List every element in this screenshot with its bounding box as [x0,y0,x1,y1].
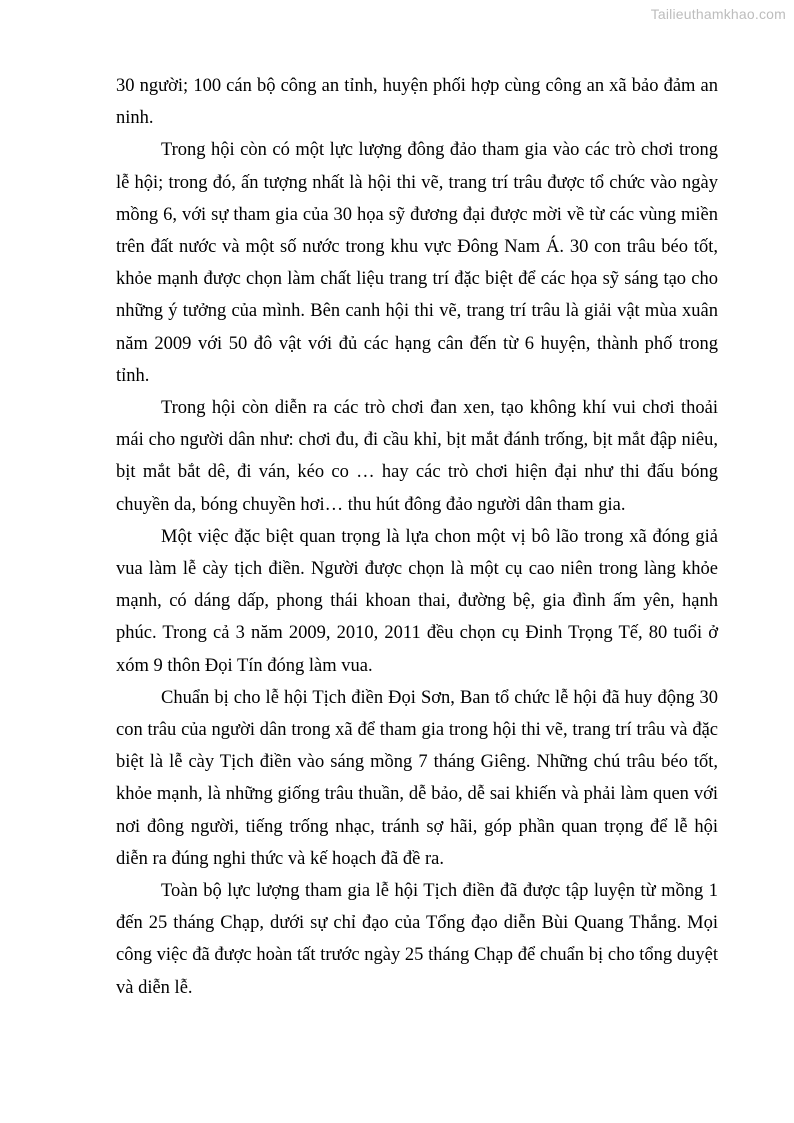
document-body [116,70,718,1004]
paragraph-king-selection: Một việc đặc biệt quan trọng là lựa chon một vị bô lão trong xã đóng giả vua làm lễ cày tịch điền. Người được chọn là một cụ cao niên trong làng khỏe mạnh, có dáng dấp, phong thái khoan thai, đường bệ, gia đình ấm yên, hạnh phúc. Trong cả 3 năm 2009, 2010, 2011 đều chọn cụ Đinh Trọng Tế, 80 tuổi ở xóm 9 thôn Đọi Tín đóng làm vua. [116,526,718,676]
paragraph-rehearsal: Toàn bộ lực lượng tham gia lễ hội Tịch điền đã được tập luyện từ mồng 1 đến 25 tháng Chạp, dưới sự chỉ đạo của Tổng đạo diễn Bùi Quang Thắng. Mọi công việc đã được hoàn tất trước ngày 25 tháng Chạp để chuẩn bị cho tổng duyệt và diễn lễ. [116,881,718,998]
watermark: Tailieuthamkhao.com [650,6,786,22]
paragraph-folk-games: Trong hội còn diễn ra các trò chơi đan xen, tạo không khí vui chơi thoải mái cho người dân như: chơi đu, đi cầu khỉ, bịt mắt đánh trống, bịt mắt đập niêu, bịt mắt bắt dê, đi ván, kéo co … hay các trò chơi hiện đại như thi đấu bóng chuyền da, bóng chuyền hơi… thu hút đông đảo người dân tham gia. [116,398,718,515]
paragraph-festival-games: Trong hội còn có một lực lượng đông đảo tham gia vào các trò chơi trong lễ hội; trong đó, ấn tượng nhất là hội thi vẽ, trang trí trâu được tổ chức vào ngày mồng 6, với sự tham gia của 30 họa sỹ đương đại được mời về từ các vùng miền trên đất nước và một số nước trong khu vực Đông Nam Á. 30 con trâu béo tốt, khỏe mạnh được chọn làm chất liệu trang trí đặc biệt để các họa sỹ sáng tạo cho những ý tưởng của mình. Bên canh hội thi vẽ, trang trí trâu là giải vật mùa xuân năm 2009 với 50 đô vật với đủ các hạng cân đến từ 6 huyện, thành phố trong tỉnh. [116,140,718,386]
paragraph-buffalo-preparation: Chuẩn bị cho lễ hội Tịch điền Đọi Sơn, Ban tổ chức lễ hội đã huy động 30 con trâu của người dân trong xã để tham gia trong hội thi vẽ, trang trí trâu và đặc biệt là lễ cày Tịch điền vào sáng mồng 7 tháng Giêng. Những chú trâu béo tốt, khỏe mạnh, là những giống trâu thuần, dễ bảo, dễ sai khiến và phải làm quen với nơi đông người, tiếng trống nhạc, tránh sợ hãi, góp phần quan trọng để lễ hội diễn ra đúng nghi thức và kế hoạch đã đề ra. [116,687,718,869]
paragraph-security: 30 người; 100 cán bộ công an tỉnh, huyện phối hợp cùng công an xã bảo đảm an ninh. [116,76,718,129]
